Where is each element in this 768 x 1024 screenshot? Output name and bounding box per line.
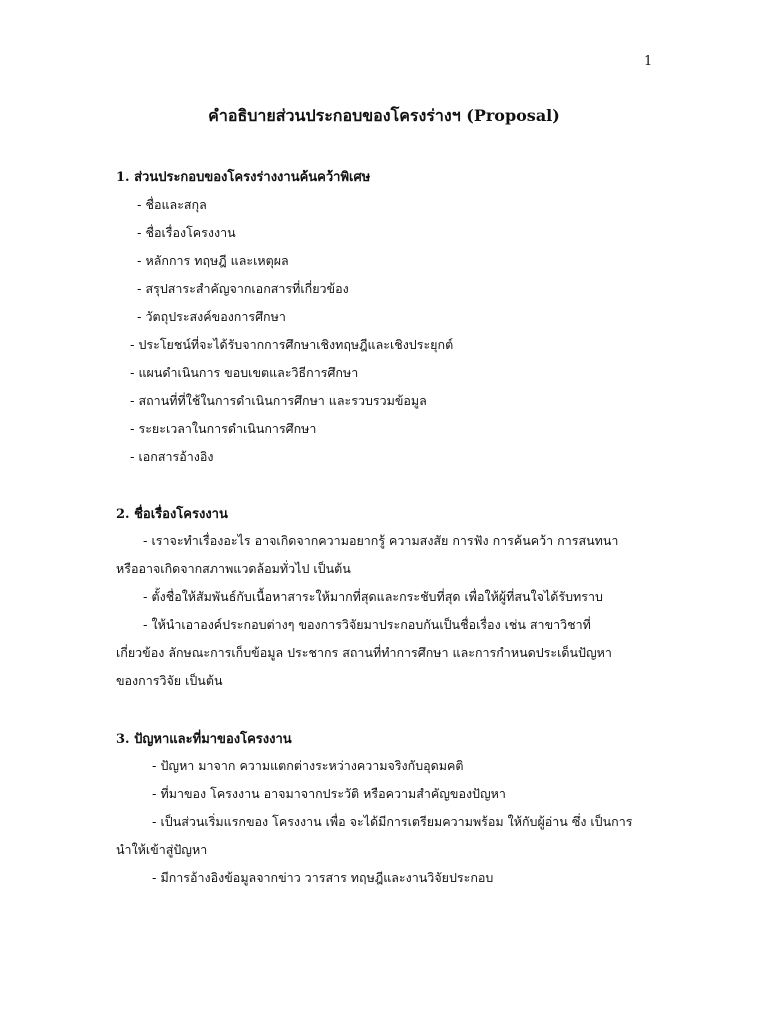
section-1-heading: 1. ส่วนประกอบของโครงร่างงานค้นคว้าพิเศษ [116, 170, 371, 185]
section-2-paragraph-line: - ตั้งชื่อให้สัมพันธ์กับเนื้อหาสาระให้มากที่สุดและกระชับที่สุด เพื่อให้ผู้ที่สนใจได้รับทราบ [143, 589, 603, 604]
section-3-paragraph-line: - ที่มาของ โครงงาน อาจมาจากประวัติ หรือความสำคัญของปัญหา [152, 786, 506, 801]
section-1-item: - สถานที่ที่ใช้ในการดำเนินการศึกษา และรวบรวมข้อมูล [130, 393, 427, 408]
section-1-item: - วัตถุประสงค์ของการศึกษา [137, 309, 286, 324]
section-1-item: - ชื่อและสกุล [137, 197, 207, 212]
section-1-item: - แผนดำเนินการ ขอบเขตและวิธีการศึกษา [130, 365, 359, 380]
document-title: คำอธิบายส่วนประกอบของโครงร่างฯ (Proposal) [208, 106, 560, 125]
section-3-heading: 3. ปัญหาและที่มาของโครงงาน [116, 732, 292, 747]
section-1-item: - หลักการ ทฤษฎี และเหตุผล [137, 253, 289, 268]
section-2-paragraph-line: เกี่ยวข้อง ลักษณะการเก็บข้อมูล ประชากร สถานที่ทำการศึกษา และการกำหนดประเด็นปัญหา [116, 645, 612, 660]
section-1-item: - ระยะเวลาในการดำเนินการศึกษา [130, 421, 317, 436]
section-3-paragraph-line: - เป็นส่วนเริ่มแรกของ โครงงาน เพื่อ จะได้มีการเตรียมความพร้อม ให้กับผู้อ่าน ซึ่ง เป็นการ [152, 814, 633, 829]
page-number: 1 [644, 54, 653, 69]
section-2-paragraph-line: ของการวิจัย เป็นต้น [116, 673, 223, 688]
section-1-item: - ประโยชน์ที่จะได้รับจากการศึกษาเชิงทฤษฎีและเชิงประยุกต์ [130, 337, 454, 352]
section-3-paragraph-line: - ปัญหา มาจาก ความแตกต่างระหว่างความจริงกับอุดมคติ [152, 758, 464, 773]
section-2-heading: 2. ชื่อเรื่องโครงงาน [116, 507, 228, 522]
section-2-paragraph-line: - ให้นำเอาองค์ประกอบต่างๆ ของการวิจัยมาประกอบกันเป็นชื่อเรื่อง เช่น สาขาวิชาที่ [143, 617, 591, 632]
section-1-item: - สรุปสาระสำคัญจากเอกสารที่เกี่ยวข้อง [137, 281, 349, 296]
section-3-paragraph-line: - มีการอ้างอิงข้อมูลจากข่าว วารสาร ทฤษฎีและงานวิจัยประกอบ [152, 870, 494, 885]
section-3-paragraph-line: นำให้เข้าสู่ปัญหา [116, 842, 208, 857]
section-2-paragraph-line: - เราจะทำเรื่องอะไร อาจเกิดจากความอยากรู้ ความสงสัย การฟัง การค้นคว้า การสนทนา [143, 533, 619, 548]
section-1-item: - เอกสารอ้างอิง [130, 449, 214, 464]
section-2-paragraph-line: หรืออาจเกิดจากสภาพแวดล้อมทั่วไป เป็นต้น [116, 561, 351, 576]
section-1-item: - ชื่อเรื่องโครงงาน [137, 225, 236, 240]
